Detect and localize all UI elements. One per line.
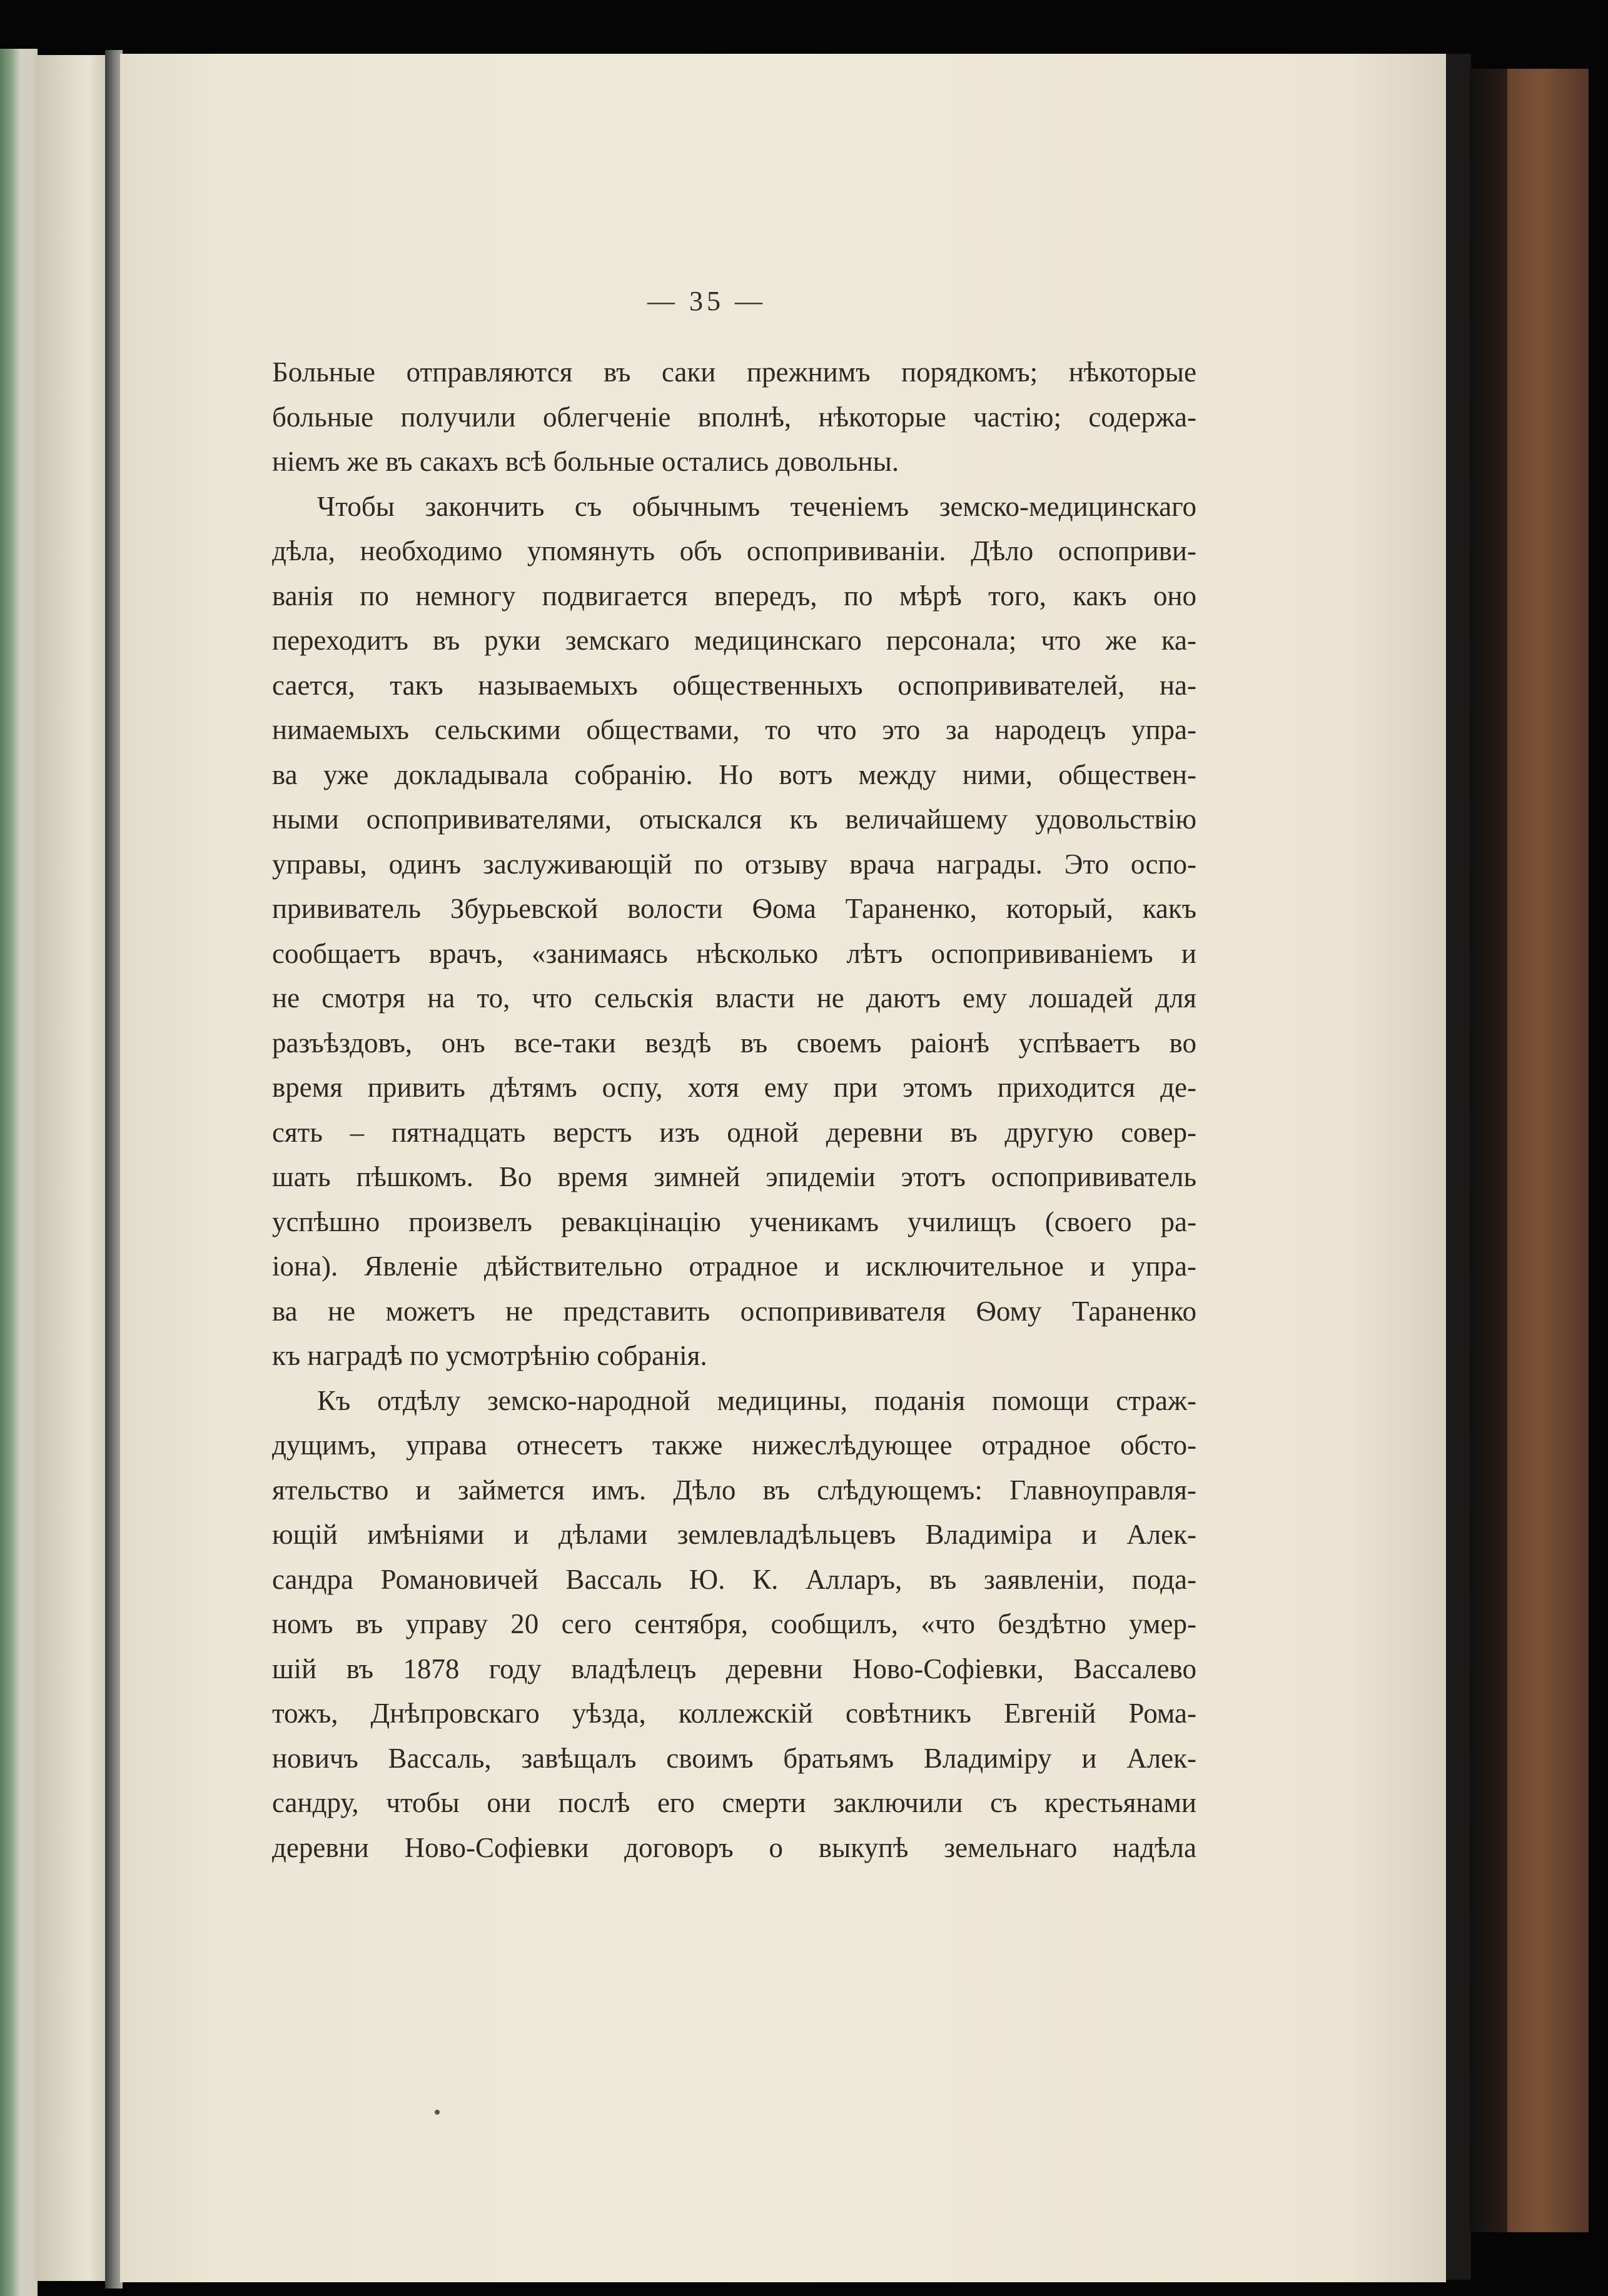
text-line: къ наградѣ по усмотрѣнію собранія.: [272, 1340, 707, 1371]
text-line: сается, такъ называемыхъ общественныхъ оспопрививателей, на-: [272, 669, 1196, 701]
book-cover-left-edge: [0, 49, 38, 2296]
text-line: не смотря на то, что сельскія власти не даютъ ему лошадей для: [272, 982, 1196, 1014]
text-line: ванія по немногу подвигается впередъ, по мѣрѣ того, какъ оно: [272, 580, 1196, 612]
text-line: ятельство и займется имъ. Дѣло въ слѣдующемъ: Главноуправля-: [272, 1474, 1196, 1506]
text-line: успѣшно произвелъ ревакцінацію ученикамъ училищъ (своего ра-: [272, 1206, 1196, 1237]
page-block-edge: [1446, 54, 1471, 2280]
text-line: ющій имѣніями и дѣлами землевладѣльцевъ Владиміра и Алек-: [272, 1519, 1196, 1550]
text-line: ва не можетъ не представить оспопрививателя Ѳому Тараненко: [272, 1295, 1196, 1327]
text-line: сять – пятнадцать верстъ изъ одной деревни въ другую совер-: [272, 1116, 1196, 1148]
text-line: нимаемыхъ сельскими обществами, то что это за народецъ упра-: [272, 714, 1196, 745]
paragraph-first-line: Къ отдѣлу земско-народной медицины, поданія помощи страж-: [317, 1384, 1196, 1416]
text-line: разъѣздовъ, онъ все-таки вездѣ въ своемъ раіонѣ успѣваетъ во: [272, 1027, 1196, 1059]
text-line: сообщаетъ врачъ, «занимаясь нѣсколько лѣтъ оспопрививаніемъ и: [272, 937, 1196, 969]
text-line: переходитъ въ руки земскаго медицинскаго персонала; что же ка-: [272, 625, 1196, 656]
text-line: ніемъ же въ сакахъ всѣ больные остались довольны.: [272, 446, 899, 477]
text-line: прививатель Збурьевской волости Ѳома Тараненко, который, какъ: [272, 893, 1196, 924]
text-line: номъ въ управу 20 сего сентября, сообщилъ, «что бездѣтно умер-: [272, 1608, 1196, 1639]
text-line: шій въ 1878 году владѣлецъ деревни Ново-Софіевки, Вассалево: [272, 1653, 1196, 1684]
page-number: — 35 —: [647, 286, 766, 316]
paragraph-first-line: Чтобы закончить съ обычнымъ теченіемъ земско-медицинскаго: [317, 490, 1196, 522]
text-line: время привить дѣтямъ оспу, хотя ему при этомъ приходится де-: [272, 1072, 1196, 1103]
book-cover-inner-edge: [1470, 69, 1507, 2232]
text-line: шать пѣшкомъ. Во время зимней эпидеміи этотъ оспопрививатель: [272, 1161, 1196, 1192]
text-line: новичъ Вассаль, завѣщалъ своимъ братьямъ Владиміру и Алек-: [272, 1742, 1196, 1774]
text-line: сандру, чтобы они послѣ его смерти заключили съ крестьянами: [272, 1787, 1196, 1818]
text-line: управы, одинъ заслуживающій по отзыву врача награды. Это оспо-: [272, 848, 1196, 880]
text-line: ными оспопрививателями, отыскался къ величайшему удовольствію: [272, 803, 1196, 835]
text-line: деревни Ново-Софіевки договоръ о выкупѣ земельнаго надѣла: [272, 1831, 1196, 1863]
ink-speck: [435, 2110, 440, 2115]
text-line: больные получили облегченіе вполнѣ, нѣкоторые частію; содержа-: [272, 401, 1196, 433]
text-line: дущимъ, управа отнесетъ также нижеслѣдующее отрадное обсто-: [272, 1429, 1196, 1461]
text-line: тожъ, Днѣпровскаго уѣзда, коллежскій совѣтникъ Евгеній Рома-: [272, 1698, 1196, 1729]
text-line: дѣла, необходимо упомянуть объ оспопрививаніи. Дѣло оспоприви-: [272, 535, 1196, 566]
page-body: [272, 350, 1196, 1870]
text-line: ва уже докладывала собранію. Но вотъ между ними, обществен-: [272, 758, 1196, 790]
left-page-edge: [35, 55, 107, 2281]
text-line: іона). Явленіе дѣйствительно отрадное и исключительное и упра-: [272, 1251, 1196, 1282]
text-line: сандра Романовичей Вассаль Ю. К. Алларъ, въ заявленіи, пода-: [272, 1563, 1196, 1595]
text-line: Больные отправляются въ саки прежнимъ порядкомъ; нѣкоторые: [272, 356, 1196, 388]
